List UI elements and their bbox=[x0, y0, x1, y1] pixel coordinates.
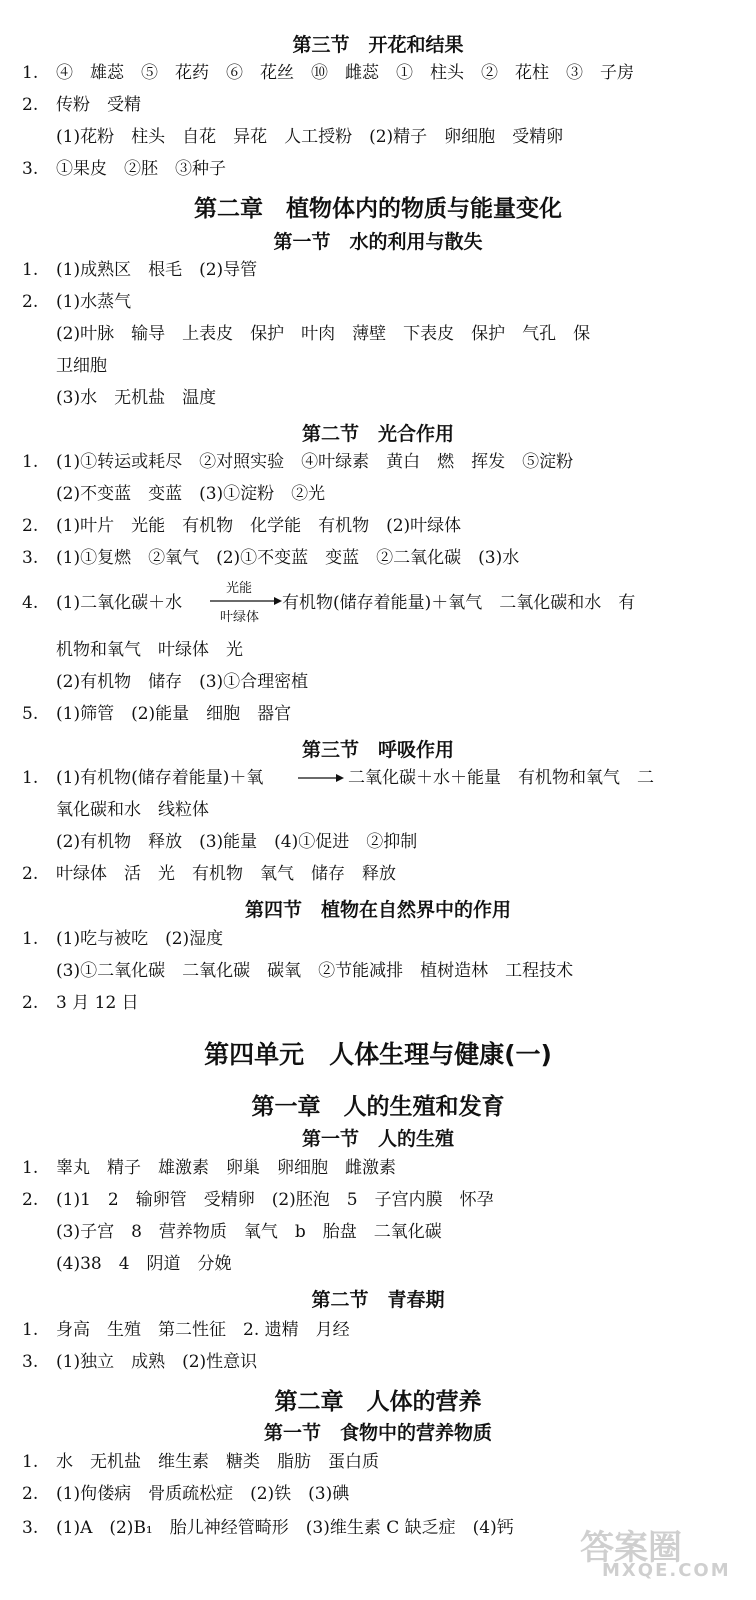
section-title: 第四节 植物在自然界中的作用 bbox=[244, 899, 511, 921]
question-number: 1. bbox=[22, 260, 39, 280]
answer-line: (2)有机物 释放 (3)能量 (4)①促进 ②抑制 bbox=[56, 832, 418, 852]
chapter-title: 第一章 人的生殖和发育 bbox=[251, 1094, 505, 1120]
equation-right: 有机物(储存着能量)＋氧气 二氧化碳和水 有 bbox=[282, 593, 636, 613]
answer-line: (4)38 4 阴道 分娩 bbox=[56, 1254, 232, 1274]
section-title: 第一节 人的生殖 bbox=[301, 1128, 454, 1150]
section-title: 第一节 食物中的营养物质 bbox=[263, 1422, 492, 1444]
question-number: 1. bbox=[22, 452, 39, 472]
question-number: 3. bbox=[22, 548, 39, 568]
question-number: 2. bbox=[22, 1484, 39, 1504]
question-number: 1. bbox=[22, 1158, 39, 1178]
answer-line: 3 月 12 日 bbox=[56, 993, 139, 1013]
answer-line: (3)①二氧化碳 二氧化碳 碳氧 ②节能减排 植树造林 工程技术 bbox=[56, 961, 574, 981]
equation-left: (1)有机物(储存着能量)＋氧 bbox=[56, 768, 264, 788]
question-number: 2. bbox=[22, 292, 39, 312]
answer-line: (1)①转运或耗尽 ②对照实验 ④叶绿素 黄白 燃 挥发 ⑤淀粉 bbox=[56, 452, 574, 472]
question-number: 2. bbox=[22, 993, 39, 1013]
answer-line: (1)叶片 光能 有机物 化学能 有机物 (2)叶绿体 bbox=[56, 516, 462, 536]
answer-line: (1)筛管 (2)能量 细胞 器官 bbox=[56, 704, 292, 724]
reaction-arrow bbox=[208, 595, 284, 607]
answer-line: ①果皮 ②胚 ③种子 bbox=[56, 159, 226, 179]
question-number: 1. bbox=[22, 929, 39, 949]
question-number: 3. bbox=[22, 1518, 39, 1538]
answer-line: 叶绿体 活 光 有机物 氧气 储存 释放 bbox=[56, 864, 396, 884]
question-number: 1. bbox=[22, 1320, 39, 1340]
question-number: 2. bbox=[22, 516, 39, 536]
answer-line: (1)成熟区 根毛 (2)导管 bbox=[56, 260, 258, 280]
question-number: 2. bbox=[22, 95, 39, 115]
answer-line: 睾丸 精子 雄激素 卵巢 卵细胞 雌激素 bbox=[56, 1158, 396, 1178]
question-number: 1. bbox=[22, 768, 39, 788]
answer-line: 水 无机盐 维生素 糖类 脂肪 蛋白质 bbox=[56, 1452, 379, 1472]
answer-line: 卫细胞 bbox=[56, 356, 107, 376]
answer-line: (1)花粉 柱头 自花 异花 人工授粉 (2)精子 卵细胞 受精卵 bbox=[56, 127, 564, 147]
arrow-label-below: 叶绿体 bbox=[220, 610, 260, 625]
arrow-label-above: 光能 bbox=[226, 581, 253, 596]
question-number: 1. bbox=[22, 63, 39, 83]
answer-line: (1)A (2)B₁ 胎儿神经管畸形 (3)维生素 C 缺乏症 (4)钙 bbox=[56, 1518, 514, 1538]
reaction-arrow bbox=[296, 772, 346, 784]
question-number: 4. bbox=[22, 593, 39, 613]
answer-line: (1)水蒸气 bbox=[56, 292, 132, 312]
question-number: 3. bbox=[22, 1352, 39, 1372]
answer-line: (1)吃与被吃 (2)湿度 bbox=[56, 929, 224, 949]
answer-line: (2)叶脉 输导 上表皮 保护 叶肉 薄壁 下表皮 保护 气孔 保 bbox=[56, 324, 591, 344]
answer-line: 机物和氧气 叶绿体 光 bbox=[56, 640, 243, 660]
question-number: 1. bbox=[22, 1452, 39, 1472]
answer-line: ④ 雄蕊 ⑤ 花药 ⑥ 花丝 ⑩ 雌蕊 ① 柱头 ② 花柱 ③ 子房 bbox=[56, 63, 634, 83]
section-title: 第三节 开花和结果 bbox=[292, 34, 464, 56]
answer-line: (1)①复燃 ②氧气 (2)①不变蓝 变蓝 ②二氧化碳 (3)水 bbox=[56, 548, 520, 568]
answer-line: (3)子宫 8 营养物质 氧气 b 胎盘 二氧化碳 bbox=[56, 1222, 442, 1242]
watermark-url: MXQE.COM bbox=[602, 1560, 731, 1581]
chapter-title: 第二章 人体的营养 bbox=[274, 1389, 482, 1415]
answer-line: 身高 生殖 第二性征 2. 遗精 月经 bbox=[56, 1320, 350, 1340]
section-title: 第三节 呼吸作用 bbox=[301, 739, 454, 761]
chapter-title: 第二章 植物体内的物质与能量变化 bbox=[194, 196, 562, 222]
equation-right: 二氧化碳＋水＋能量 有机物和氧气 二 bbox=[348, 768, 654, 788]
answer-line: (1)1 2 输卵管 受精卵 (2)胚泡 5 子宫内膜 怀孕 bbox=[56, 1190, 494, 1210]
answer-line: (2)有机物 储存 (3)①合理密植 bbox=[56, 672, 309, 692]
question-number: 2. bbox=[22, 864, 39, 884]
question-number: 5. bbox=[22, 704, 39, 724]
section-title: 第二节 光合作用 bbox=[301, 423, 454, 445]
question-number: 3. bbox=[22, 159, 39, 179]
watermark bbox=[572, 1520, 742, 1582]
question-number: 2. bbox=[22, 1190, 39, 1210]
section-title: 第二节 青春期 bbox=[311, 1289, 445, 1311]
section-title: 第一节 水的利用与散失 bbox=[273, 231, 483, 253]
answer-line: (2)不变蓝 变蓝 (3)①淀粉 ②光 bbox=[56, 484, 326, 504]
answer-line: 氧化碳和水 线粒体 bbox=[56, 800, 209, 820]
watermark-text: 答案圈 bbox=[580, 1528, 682, 1568]
answer-line: (1)佝偻病 骨质疏松症 (2)铁 (3)碘 bbox=[56, 1484, 350, 1504]
answer-line: (1)独立 成熟 (2)性意识 bbox=[56, 1352, 258, 1372]
equation-left: (1)二氧化碳＋水 bbox=[56, 593, 183, 613]
answer-line: (3)水 无机盐 温度 bbox=[56, 388, 217, 408]
answer-line: 传粉 受精 bbox=[56, 95, 141, 115]
unit-title: 第四单元 人体生理与健康(一) bbox=[204, 1040, 552, 1069]
